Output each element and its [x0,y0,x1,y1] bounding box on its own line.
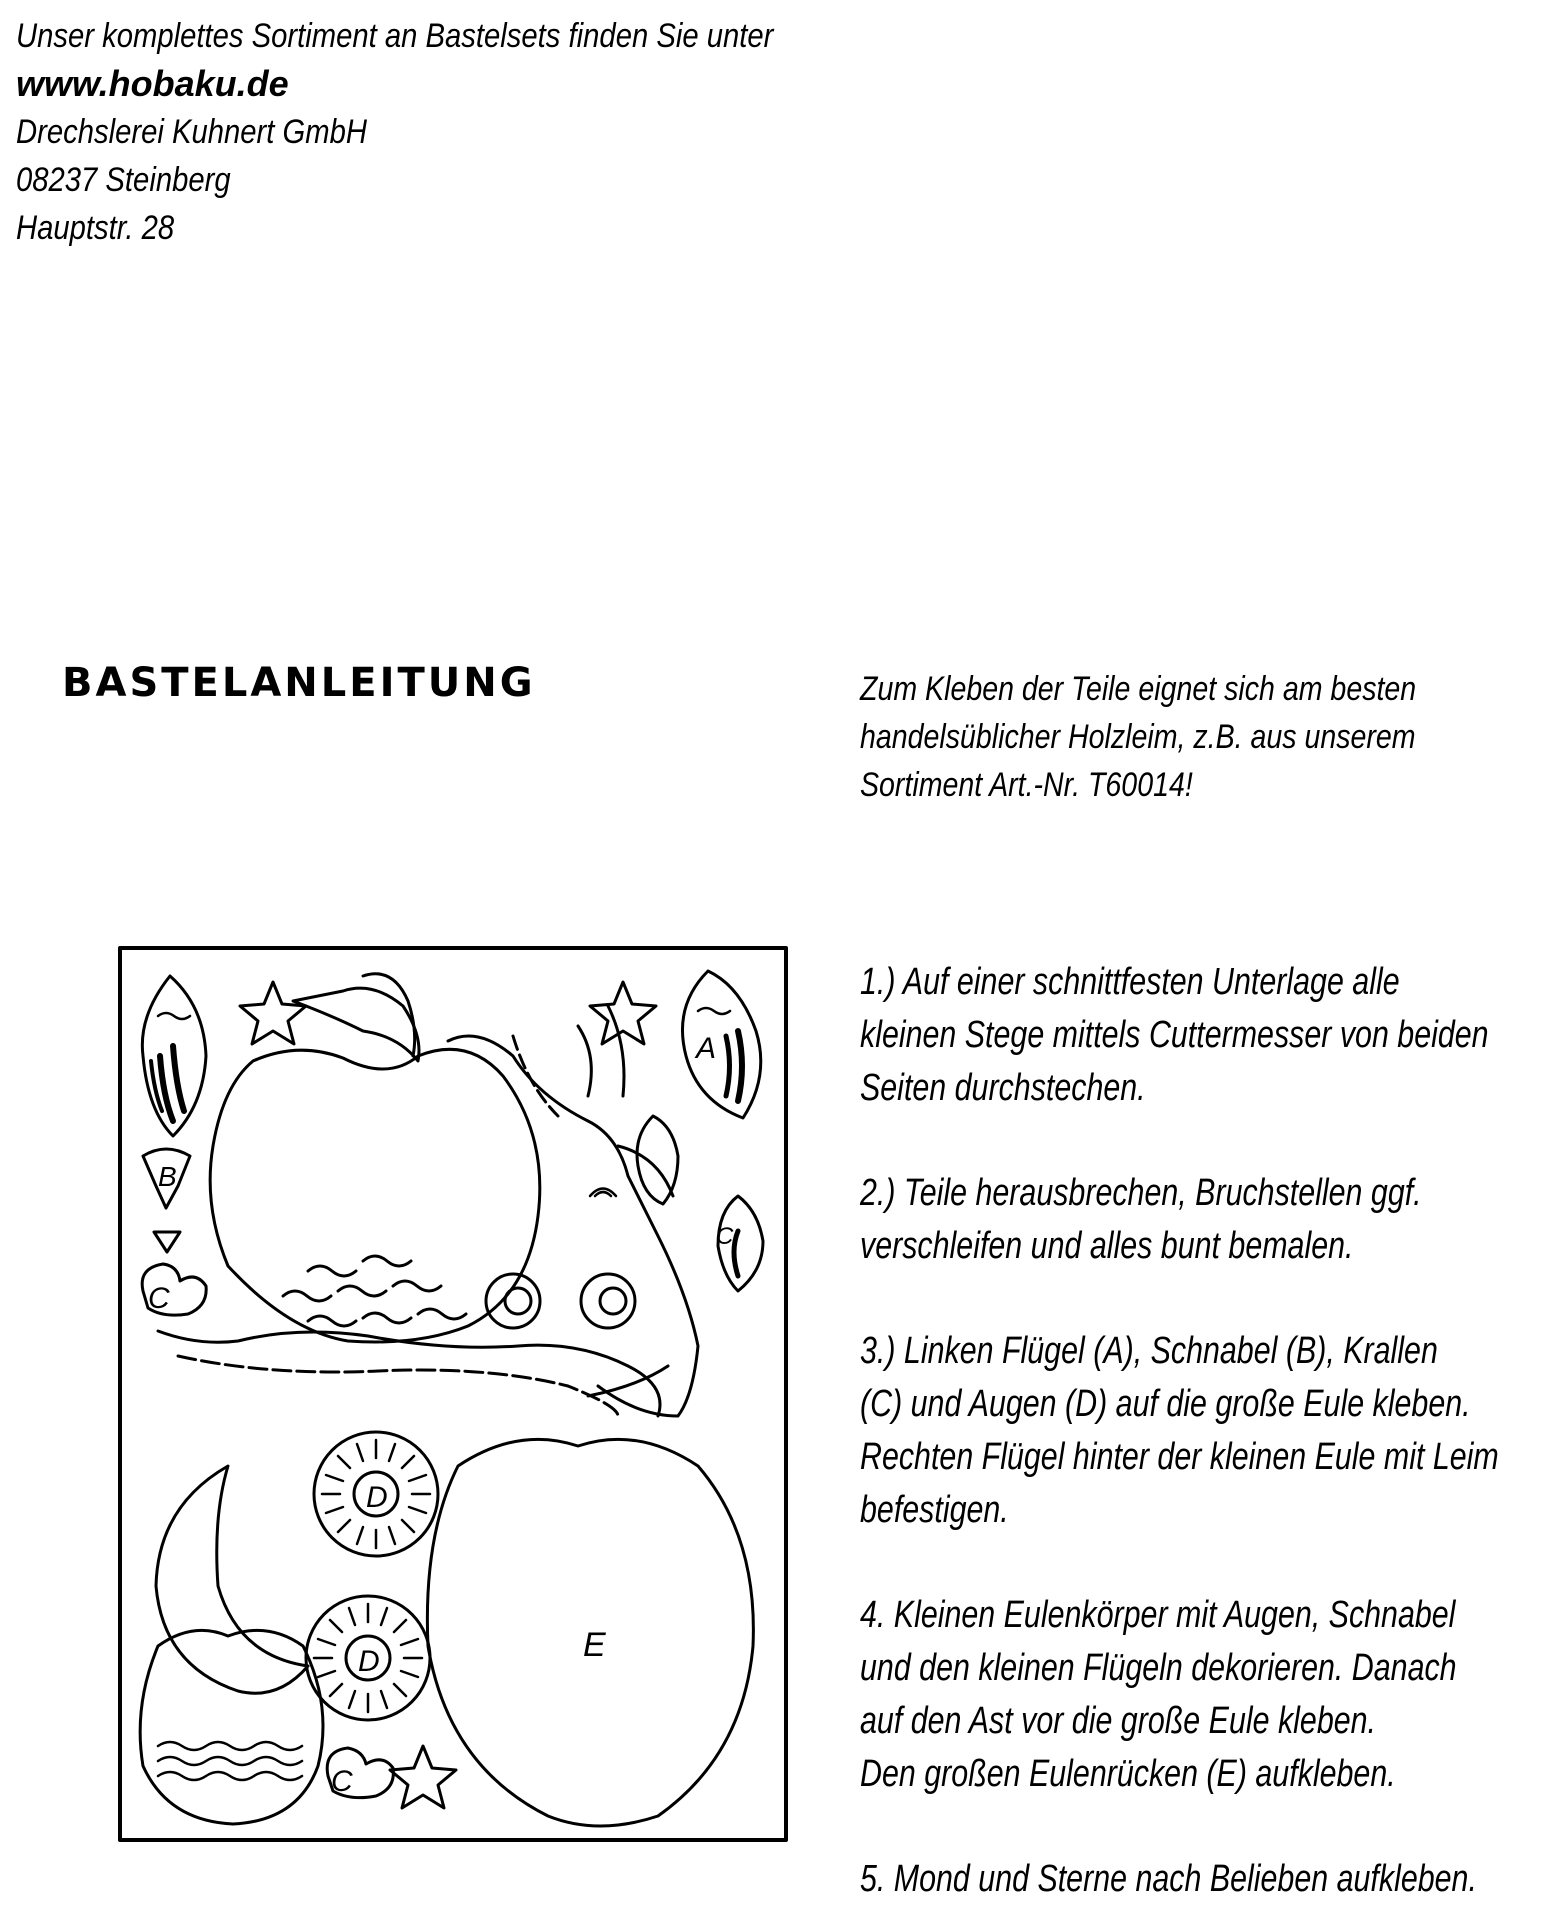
small-owl-body [140,1630,323,1824]
step-3-line: befestigen. [860,1489,1009,1531]
step-4-line: und den kleinen Flügeln dekorieren. Danach [860,1647,1457,1689]
label-d1: D [366,1481,388,1514]
step-1-line: kleinen Stege mittels Cuttermesser von beiden [860,1014,1489,1056]
company-header [16,12,916,252]
label-d2: D [358,1645,380,1678]
catalog-line: Unser komplettes Sortiment an Bastelsets finden Sie unter [16,17,774,55]
step-2-line: 2.) Teile herausbrechen, Bruchstellen ggf. [860,1172,1422,1214]
star-icon [590,982,656,1044]
glue-note-line: Sortiment Art.-Nr. T60014! [860,766,1193,804]
label-c1: C [148,1282,170,1315]
wing-piece-left [142,976,206,1136]
step-2-line: verschleifen und alles bunt bemalen. [860,1225,1354,1267]
company-street: Hauptstr. 28 [16,209,175,247]
label-c3: C [716,1223,734,1250]
website-url[interactable]: www.hobaku.de [16,63,289,104]
glue-note-line: Zum Kleben der Teile eignet sich am besten [860,670,1417,708]
parts-sheet-diagram [118,946,788,1846]
tree-branch [158,974,698,1416]
company-city: 08237 Steinberg [16,161,231,199]
small-owl-eyes [486,1274,635,1328]
small-wing-piece [637,1116,678,1204]
large-owl-body [210,1049,540,1342]
step-3-line: (C) und Augen (D) auf die große Eule kleben. [860,1383,1471,1425]
step-3-line: 3.) Linken Flügel (A), Schnabel (B), Krallen [860,1330,1438,1372]
star-icon [240,982,306,1044]
step-4-line: Den großen Eulenrücken (E) aufkleben. [860,1753,1396,1795]
wing-piece-a [682,971,760,1118]
page-title: BASTELANLEITUNG [62,660,536,706]
label-e: E [583,1626,606,1664]
moon-piece [156,1466,308,1693]
arch-detail [590,1189,616,1197]
step-4-line: 4. Kleinen Eulenkörper mit Augen, Schnabel [860,1594,1456,1636]
star-icon [390,1746,456,1808]
step-1-line: 1.) Auf einer schnittfesten Unterlage alle [860,961,1400,1003]
beak-piece-small [154,1232,180,1252]
company-name: Drechslerei Kuhnert GmbH [16,113,368,151]
step-5-line: 5. Mond und Sterne nach Belieben aufkleben. [860,1858,1477,1900]
step-3-line: Rechten Flügel hinter der kleinen Eule mit Leim [860,1436,1499,1478]
step-4-line: auf den Ast vor die große Eule kleben. [860,1700,1376,1742]
label-a: A [696,1032,717,1065]
step-1-line: Seiten durchstechen. [860,1067,1146,1109]
label-c2: C [331,1765,353,1798]
glue-note-line: handelsüblicher Holzleim, z.B. aus unserem [860,718,1416,756]
instruction-steps [860,956,1550,1906]
label-b: B [158,1161,177,1192]
sheet-frame [120,948,786,1840]
glue-note [860,665,1540,809]
